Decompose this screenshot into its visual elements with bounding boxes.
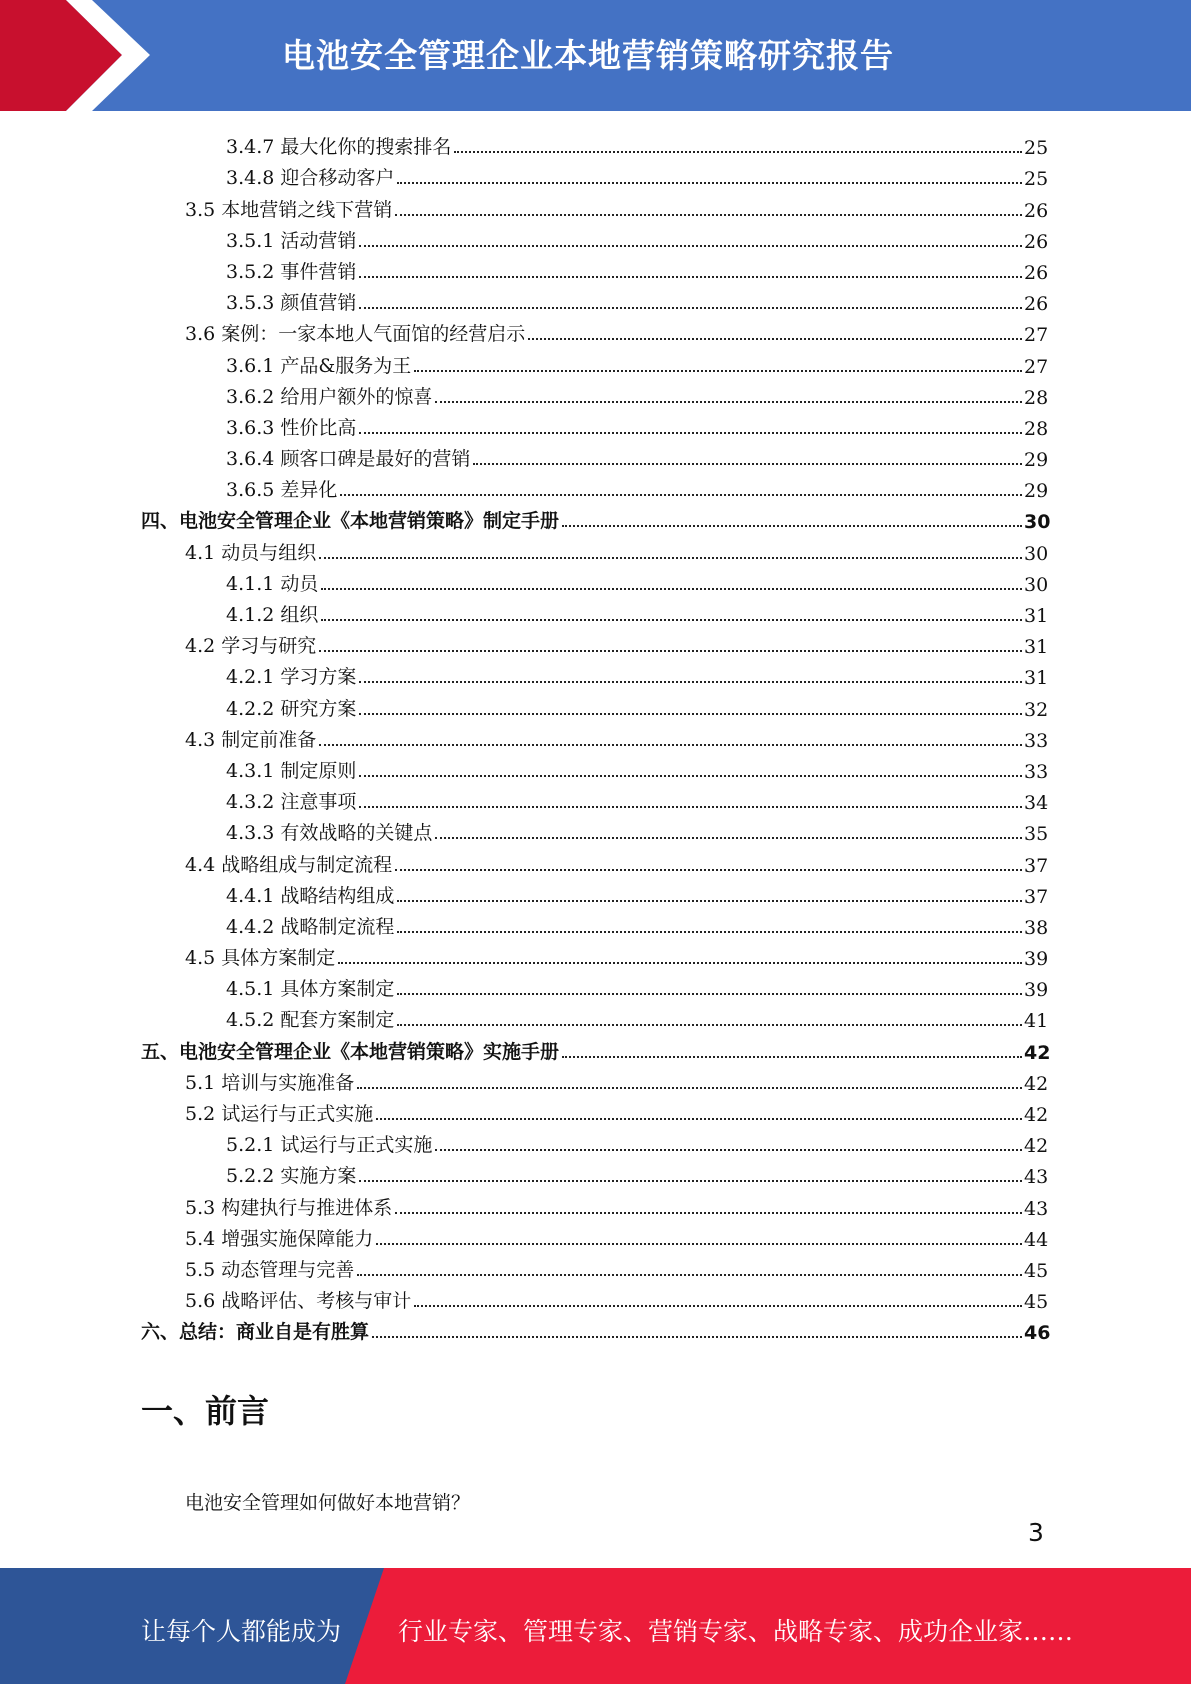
toc-entry-label: 案例：一家本地人气面馆的经营启示 [221, 323, 526, 346]
toc-dot-leader [359, 244, 1022, 247]
toc-entry-number: 3.4.7 [226, 136, 275, 159]
toc-entry-label: 注意事项 [280, 791, 357, 814]
toc-entry-title [226, 912, 397, 939]
toc-entry-label: 构建执行与推进体系 [221, 1196, 393, 1219]
toc-entry-page: 31 [1024, 605, 1049, 627]
toc-entry-label: 增强实施保障能力 [221, 1227, 374, 1250]
page-number: 3 [1028, 1518, 1044, 1547]
toc-entry-title [226, 600, 321, 627]
toc-entry-title [226, 132, 454, 159]
toc-entry-page: 28 [1024, 417, 1049, 440]
toc-entry-page: 43 [1024, 1197, 1049, 1220]
toc-entry[interactable] [0, 284, 1191, 315]
toc-dot-leader [319, 743, 1022, 746]
toc-dot-leader [435, 1148, 1022, 1151]
toc-entry-page: 25 [1024, 168, 1049, 191]
footer-slogan-left: 让每个人都能成为 [141, 1617, 342, 1646]
toc-entry-label: 具体方案制定 [221, 947, 336, 970]
toc-dot-leader [359, 1179, 1022, 1182]
toc-dot-leader [397, 992, 1022, 995]
toc-entry-label: 组织 [280, 604, 319, 626]
toc-entry[interactable] [0, 596, 1191, 627]
toc-entry-label: 性价比高 [280, 416, 357, 439]
toc-entry[interactable] [0, 752, 1191, 783]
toc-dot-leader [359, 275, 1022, 278]
toc-entry-title [226, 382, 435, 409]
toc-entry-page: 27 [1024, 324, 1049, 347]
toc-entry-number: 3.5.1 [226, 229, 275, 252]
toc-dot-leader [376, 1117, 1022, 1120]
toc-dot-leader [357, 1273, 1022, 1276]
toc-entry-page: 39 [1024, 979, 1049, 1002]
toc-entry-number: 5.2.2 [226, 1165, 275, 1188]
toc-entry-number: 5.5 [185, 1258, 216, 1281]
toc-entry[interactable] [0, 1032, 1191, 1063]
toc-entry-number: 3.5 [185, 198, 216, 221]
toc-entry-label: 四、电池安全管理企业《本地营销策略》制定手册 [141, 510, 560, 533]
toc-entry[interactable] [0, 128, 1191, 159]
toc-entry-label: 战略制定流程 [280, 915, 395, 938]
toc-entry-label: 战略结构组成 [280, 884, 395, 907]
toc-dot-leader [414, 1304, 1022, 1307]
toc-entry[interactable] [0, 378, 1191, 409]
toc-entry[interactable] [0, 1157, 1191, 1188]
toc-entry-page: 25 [1024, 137, 1049, 160]
toc-dot-leader [397, 930, 1022, 933]
toc-entry-page: 32 [1024, 698, 1049, 721]
toc-entry[interactable] [0, 409, 1191, 440]
toc-entry-number: 4.5 [185, 947, 216, 970]
toc-entry-page: 38 [1024, 916, 1049, 939]
toc-entry-number: 4.4.2 [226, 915, 275, 938]
toc-entry[interactable] [0, 1251, 1191, 1282]
toc-entry-label: 配套方案制定 [280, 1009, 395, 1032]
toc-entry-title [185, 1099, 376, 1126]
toc-entry[interactable] [0, 253, 1191, 284]
footer-slogan-right: 行业专家、管理专家、营销专家、战略专家、成功企业家…… [398, 1617, 1074, 1646]
toc-entry[interactable] [0, 565, 1191, 596]
toc-entry-label: 试运行与正式实施 [221, 1103, 374, 1125]
toc-entry-page: 44 [1024, 1228, 1049, 1251]
toc-entry-label: 制定原则 [280, 759, 357, 782]
toc-dot-leader [528, 337, 1022, 340]
toc-entry-title [226, 444, 473, 471]
toc-entry[interactable] [0, 1282, 1191, 1313]
toc-entry[interactable] [0, 315, 1191, 346]
body-paragraph: 电池安全管理如何做好本地营销？ [185, 1492, 471, 1514]
toc-entry-title [226, 756, 359, 783]
toc-entry-number: 4.3.1 [226, 759, 275, 782]
toc-entry-title [226, 475, 340, 502]
toc-entry-title [226, 163, 397, 190]
toc-dot-leader [372, 1335, 1022, 1338]
toc-entry-label: 给用户额外的惊喜 [280, 385, 433, 408]
toc-entry-page: 45 [1024, 1291, 1049, 1314]
toc-entry-number: 3.6.5 [226, 479, 275, 502]
toc-entry-page: 37 [1024, 885, 1049, 908]
toc-entry-number: 3.6.1 [226, 354, 275, 377]
toc-entry-label: 最大化你的搜索排名 [280, 136, 452, 159]
toc-dot-leader [397, 1023, 1022, 1026]
toc-entry-page: 29 [1024, 480, 1049, 503]
toc-dot-leader [338, 961, 1022, 964]
toc-entry[interactable] [0, 877, 1191, 908]
toc-entry-page: 26 [1024, 293, 1049, 316]
toc-dot-leader [397, 899, 1022, 902]
toc-entry-page: 30 [1024, 511, 1051, 534]
toc-dot-leader [395, 1211, 1022, 1214]
toc-dot-leader [359, 431, 1022, 434]
toc-entry[interactable] [0, 1313, 1191, 1344]
toc-entry-number: 4.1 [185, 541, 216, 564]
toc-entry-label: 学习方案 [280, 666, 357, 689]
toc-entry[interactable] [0, 939, 1191, 970]
toc-entry[interactable] [0, 1095, 1191, 1126]
page-header [0, 0, 1191, 111]
toc-entry-number: 5.4 [185, 1227, 216, 1250]
toc-entry-page: 30 [1024, 542, 1049, 565]
toc-entry[interactable] [0, 721, 1191, 752]
toc-dot-leader [562, 524, 1022, 527]
toc-entry-label: 事件营销 [280, 260, 357, 283]
toc-dot-leader [435, 836, 1022, 839]
toc-entry-number: 3.6.2 [226, 385, 275, 408]
toc-entry-title [141, 506, 562, 533]
toc-entry-page: 46 [1024, 1322, 1051, 1345]
toc-entry-number: 4.2 [185, 635, 216, 658]
toc-entry-page: 28 [1024, 386, 1049, 409]
toc-entry-page: 26 [1024, 261, 1049, 284]
toc-entry-label: 战略评估、考核与审计 [221, 1290, 412, 1313]
toc-entry-number: 5.2 [185, 1103, 216, 1125]
toc-entry-number: 4.2.1 [226, 666, 275, 689]
toc-entry[interactable] [0, 970, 1191, 1001]
toc-entry-label: 产品&服务为王 [280, 354, 412, 377]
toc-entry-page: 29 [1024, 449, 1049, 472]
toc-entry-number: 3.6.3 [226, 416, 275, 439]
toc-dot-leader [359, 712, 1022, 715]
toc-entry-label: 差异化 [280, 479, 338, 502]
toc-entry[interactable] [0, 658, 1191, 689]
toc-entry-label: 迎合移动客户 [280, 167, 395, 190]
toc-entry-title [226, 1161, 359, 1188]
toc-entry-page: 42 [1024, 1104, 1049, 1126]
toc-entry-label: 具体方案制定 [280, 978, 395, 1001]
toc-entry[interactable] [0, 502, 1191, 533]
toc-entry-title [185, 850, 395, 877]
toc-entry-page: 26 [1024, 230, 1049, 253]
toc-entry-page: 42 [1024, 1135, 1049, 1158]
toc-dot-leader [376, 1242, 1022, 1245]
toc-dot-leader [473, 462, 1022, 465]
toc-entry-title [185, 1286, 414, 1313]
report-title: 电池安全管理企业本地营销策略研究报告 [282, 36, 894, 75]
toc-entry-title [226, 351, 414, 378]
toc-dot-leader [357, 1086, 1022, 1089]
toc-dot-leader [395, 213, 1022, 216]
toc-entry[interactable] [0, 783, 1191, 814]
toc-dot-leader [397, 181, 1022, 184]
toc-entry-page: 39 [1024, 948, 1049, 971]
toc-entry-label: 培训与实施准备 [221, 1071, 355, 1094]
toc-entry-number: 4.2.2 [226, 697, 275, 720]
toc-entry-label: 战略组成与制定流程 [221, 853, 393, 876]
toc-entry-label: 顾客口碑是最好的营销 [280, 448, 471, 471]
toc-entry[interactable] [0, 346, 1191, 377]
toc-entry[interactable] [0, 222, 1191, 253]
toc-entry-number: 3.4.8 [226, 167, 275, 190]
toc-entry[interactable] [0, 159, 1191, 190]
toc-entry-page: 33 [1024, 760, 1049, 783]
toc-entry-title [226, 1005, 397, 1032]
toc-dot-leader [319, 649, 1022, 652]
toc-entry[interactable] [0, 1001, 1191, 1032]
toc-entry-page: 27 [1024, 355, 1049, 378]
toc-entry-page: 33 [1024, 729, 1049, 752]
toc-entry-title [226, 569, 321, 596]
toc-entry-title [226, 288, 359, 315]
toc-entry[interactable] [0, 689, 1191, 720]
toc-dot-leader [340, 493, 1022, 496]
toc-entry-page: 45 [1024, 1259, 1049, 1282]
toc-dot-leader [359, 680, 1022, 683]
toc-entry-label: 制定前准备 [221, 728, 317, 751]
toc-dot-leader [359, 805, 1022, 808]
toc-entry-title [226, 787, 359, 814]
toc-entry-title [185, 538, 319, 565]
toc-entry-label: 本地营销之线下营销 [221, 198, 393, 221]
toc-entry[interactable] [0, 1188, 1191, 1219]
toc-entry-title [185, 1193, 395, 1220]
toc-entry[interactable] [0, 845, 1191, 876]
toc-entry-title [226, 257, 359, 284]
toc-entry-number: 3.6 [185, 323, 216, 346]
toc-entry-page: 35 [1024, 823, 1049, 846]
toc-entry-title [185, 631, 319, 658]
toc-entry-title [226, 226, 359, 253]
toc-entry-title [226, 818, 435, 845]
toc-entry[interactable] [0, 1126, 1191, 1157]
toc-entry-label: 实施方案 [280, 1165, 357, 1188]
toc-entry-number: 5.2.1 [226, 1134, 275, 1157]
toc-entry-page: 31 [1024, 636, 1049, 659]
toc-entry-label: 研究方案 [280, 697, 357, 720]
toc-entry-label: 颜值营销 [280, 292, 357, 315]
toc-entry-number: 4.5.1 [226, 978, 275, 1001]
toc-entry-title [185, 1255, 357, 1282]
toc-entry-title [185, 725, 319, 752]
toc-entry-number: 5.3 [185, 1196, 216, 1219]
toc-entry-title [226, 881, 397, 908]
toc-entry-number: 5.1 [185, 1071, 216, 1094]
toc-dot-leader [321, 587, 1022, 590]
toc-entry-title [141, 1317, 372, 1344]
toc-entry-number: 5.6 [185, 1290, 216, 1313]
toc-entry[interactable] [0, 1220, 1191, 1251]
toc-dot-leader [435, 400, 1022, 403]
toc-entry-title [185, 195, 395, 222]
toc-entry-title [185, 1224, 376, 1251]
toc-entry-number: 4.4 [185, 853, 216, 876]
toc-entry[interactable] [0, 440, 1191, 471]
toc-entry-title [226, 974, 397, 1001]
toc-entry-number: 3.5.2 [226, 260, 275, 283]
toc-entry-number: 4.3.3 [226, 822, 275, 845]
toc-entry-page: 34 [1024, 792, 1049, 815]
toc-entry[interactable] [0, 908, 1191, 939]
toc-entry-number: 4.5.2 [226, 1009, 275, 1032]
toc-entry-title [226, 694, 359, 721]
toc-entry-label: 五、电池安全管理企业《本地营销策略》实施手册 [141, 1040, 560, 1063]
toc-entry-page: 43 [1024, 1166, 1049, 1189]
toc-entry-page: 42 [1024, 1041, 1051, 1064]
toc-entry-title [226, 662, 359, 689]
toc-entry-number: 4.4.1 [226, 884, 275, 907]
toc-entry-title [185, 943, 338, 970]
toc-entry-label: 动态管理与完善 [221, 1258, 355, 1281]
toc-dot-leader [454, 150, 1022, 153]
table-of-contents [0, 128, 1191, 1344]
toc-entry-title [141, 1037, 562, 1064]
toc-entry-page: 30 [1024, 573, 1049, 596]
toc-dot-leader [562, 1055, 1022, 1058]
toc-entry-number: 4.1.1 [226, 572, 275, 595]
toc-entry-number: 4.3 [185, 728, 216, 751]
toc-dot-leader [319, 556, 1022, 559]
toc-entry-title [185, 1068, 357, 1095]
toc-dot-leader [359, 774, 1022, 777]
toc-entry-label: 动员与组织 [221, 541, 317, 564]
toc-entry[interactable] [0, 627, 1191, 658]
toc-entry[interactable] [0, 471, 1191, 502]
toc-entry-page: 37 [1024, 854, 1049, 877]
toc-entry-label: 学习与研究 [221, 635, 317, 658]
toc-dot-leader [321, 618, 1022, 621]
page-footer [0, 1568, 1191, 1684]
toc-dot-leader [359, 306, 1022, 309]
toc-entry-number: 3.5.3 [226, 292, 275, 315]
toc-entry-number: 4.1.2 [226, 604, 275, 626]
toc-entry-label: 活动营销 [280, 229, 357, 252]
toc-entry[interactable] [0, 190, 1191, 221]
toc-entry-number: 4.3.2 [226, 791, 275, 814]
toc-dot-leader [395, 868, 1022, 871]
toc-entry[interactable] [0, 1064, 1191, 1095]
toc-dot-leader [414, 369, 1022, 372]
toc-entry-label: 六、总结：商业自是有胜算 [141, 1321, 370, 1344]
toc-entry-number: 3.6.4 [226, 448, 275, 471]
section-heading: 一、前言 [141, 1392, 270, 1430]
toc-entry-page: 41 [1024, 1010, 1049, 1033]
toc-entry-page: 26 [1024, 199, 1049, 222]
toc-entry-title [226, 413, 359, 440]
toc-entry[interactable] [0, 814, 1191, 845]
toc-entry-title [226, 1130, 435, 1157]
toc-entry-label: 试运行与正式实施 [280, 1134, 433, 1157]
toc-entry-page: 42 [1024, 1072, 1049, 1095]
toc-entry[interactable] [0, 533, 1191, 564]
toc-entry-label: 动员 [280, 572, 319, 595]
toc-entry-label: 有效战略的关键点 [280, 822, 433, 845]
toc-entry-title [185, 319, 528, 346]
toc-entry-page: 31 [1024, 667, 1049, 690]
